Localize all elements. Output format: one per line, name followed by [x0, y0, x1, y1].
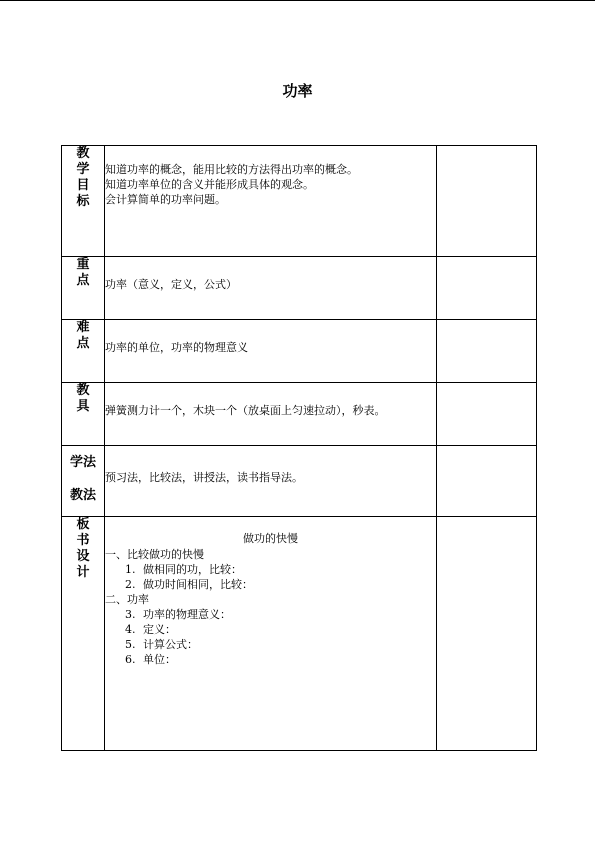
label-char: 难: [76, 320, 90, 335]
item-text: 做相同的功，比较：: [143, 563, 242, 576]
item-number: 5.: [125, 638, 136, 651]
item-number: 4.: [125, 623, 136, 636]
label-char: 教: [76, 146, 90, 161]
page-top-rule: [0, 0, 595, 1]
row-notes-cell: [437, 446, 537, 517]
goal-line: 知道功率的概念，能用比较的方法得出功率的概念。: [105, 163, 358, 176]
label-char: 标: [76, 194, 90, 209]
board-list-item: [105, 607, 436, 622]
row-content-difficulties: 功率的单位，功率的物理意义: [105, 320, 437, 383]
row-notes-cell: [437, 146, 537, 257]
label-char: 学: [76, 162, 90, 177]
board-list-item: [105, 562, 436, 577]
item-number: 3.: [125, 608, 136, 621]
item-text: 单位：: [143, 653, 176, 666]
table-row-teaching-aids: [62, 383, 537, 446]
row-content-teaching-goals: [105, 146, 437, 257]
board-section-heading: 二、功率: [105, 593, 149, 606]
label-char: 书: [76, 533, 90, 548]
label-char: 教法: [69, 488, 96, 503]
row-label-teaching-goals: [62, 146, 105, 257]
board-list-item: [105, 652, 436, 667]
row-label-key-points: [62, 257, 105, 320]
table-row-difficulties: [62, 320, 537, 383]
row-label-teaching-aids: [62, 383, 105, 446]
label-char: 计: [76, 565, 90, 580]
goal-line: 知道功率单位的含义并能形成具体的观念。: [105, 178, 314, 191]
item-text: 计算公式：: [143, 638, 198, 651]
row-label-board-design: [62, 517, 105, 751]
row-content-board-design: [105, 517, 437, 751]
row-notes-cell: [437, 257, 537, 320]
board-list-item: [105, 577, 436, 592]
item-number: 6.: [125, 653, 136, 666]
label-char: 教: [76, 383, 90, 398]
table-row-board-design: [62, 517, 537, 751]
item-number: 2.: [125, 578, 136, 591]
row-content-methods: 预习法，比较法，讲授法，读书指导法。: [105, 446, 437, 517]
table-row-methods: [62, 446, 537, 517]
table-row-teaching-goals: [62, 146, 537, 257]
goal-line: 会计算简单的功率问题。: [105, 193, 226, 206]
row-notes-cell: [437, 517, 537, 751]
label-char: 具: [76, 399, 90, 414]
item-text: 定义：: [143, 623, 176, 636]
label-char: 学法: [69, 455, 96, 470]
label-char: 点: [76, 336, 90, 351]
lesson-plan-table: [61, 145, 537, 751]
row-notes-cell: [437, 383, 537, 446]
label-char: 设: [76, 549, 90, 564]
table-row-key-points: [62, 257, 537, 320]
row-content-key-points: 功率（意义，定义，公式）: [105, 257, 437, 320]
board-section-heading: 一、比较做功的快慢: [105, 548, 204, 561]
row-label-difficulties: [62, 320, 105, 383]
row-notes-cell: [437, 320, 537, 383]
row-content-teaching-aids: 弹簧测力计一个，木块一个（放桌面上匀速拉动），秒表。: [105, 383, 437, 446]
label-char: 板: [76, 517, 90, 532]
board-heading: 做功的快慢: [243, 532, 298, 545]
board-list-item: [105, 637, 436, 652]
page-title: 功率: [282, 82, 313, 100]
label-char: 点: [76, 273, 90, 288]
item-number: 1.: [125, 563, 136, 576]
item-text: 做功时间相同，比较：: [143, 578, 253, 591]
row-label-methods: [62, 446, 105, 517]
label-char: 重: [76, 257, 90, 272]
item-text: 功率的物理意义：: [143, 608, 231, 621]
label-char: 目: [76, 178, 90, 193]
board-list-item: [105, 622, 436, 637]
